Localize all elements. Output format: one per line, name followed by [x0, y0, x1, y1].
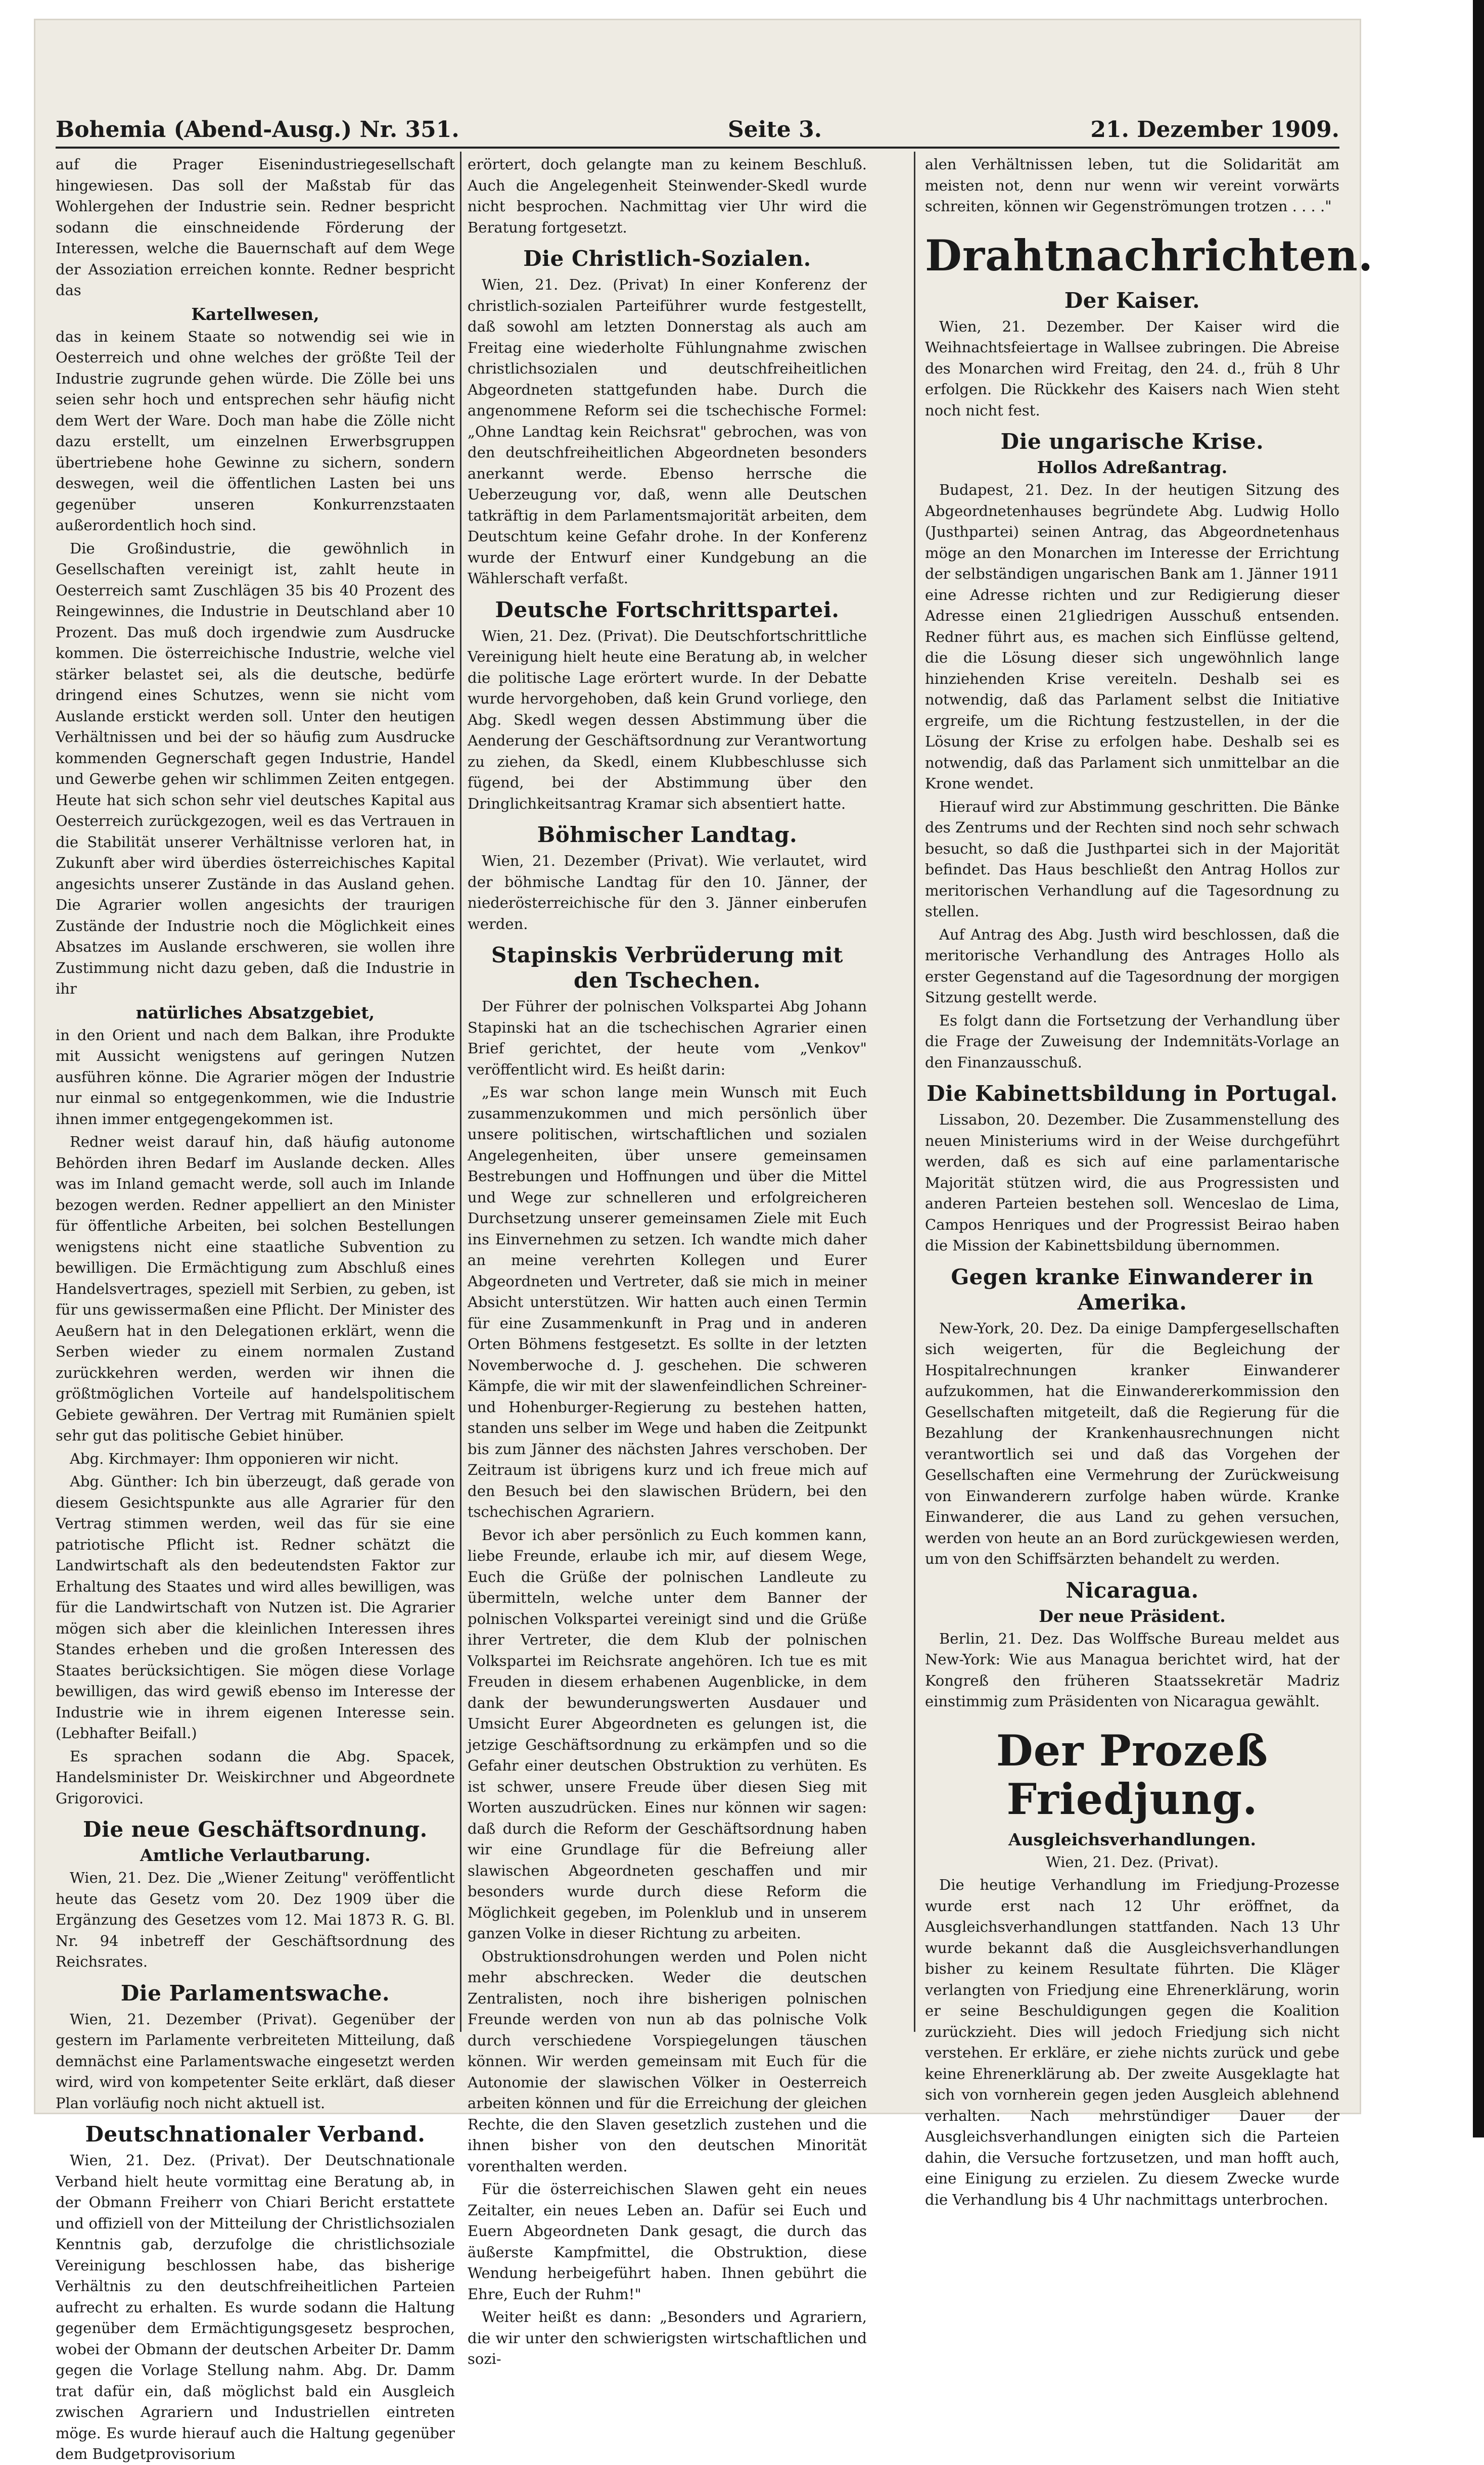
paragraph: in den Orient und nach dem Balkan, ihre Produkte mit Aussicht wenigstens auf geringen Nutzen ausführen könne. Die Agrarier mögen der Industrie nur einmal so entgegenkommen, wie die Industrie ihnen immer entgegengekommen ist. — [56, 1026, 455, 1128]
section-title-drahtnachrichten: Drahtnachrichten. — [925, 230, 1374, 281]
column-3 — [925, 154, 1374, 2208]
headline-fortschrittspartei: Deutsche Fortschrittspartei. — [495, 597, 840, 622]
paragraph: Wien, 21. Dezember (Privat). Gegenüber der gestern im Parlamente verbreiteten Mitteilung, daß demnächst eine Parlamentswache eingesetzt werden wird, wird von kompetenter Seite erklärt, daß dieser Plan vorläufig noch nicht aktuell ist. — [56, 2010, 455, 2112]
paragraph: Lissabon, 20. Dezember. Die Zusammenstellung des neuen Ministeriums wird in der Weise durchgeführt werden, daß es sich auf eine parlamentarische Majorität stützen wird, die aus Progressisten und anderen Parteien bestehen soll. Wenceslao de Lima, Campos Henriques und der Progressist Beirao haben die Mission der Kabinettsbildung übernommen. — [925, 1111, 1339, 1254]
paragraph: Wien, 21. Dez. (Privat). Der Deutschnationale Verband hielt heute vormittag eine Beratung ab, in der Obmann Freiherr von Chiari Bericht erstattete und offiziell von der Mitteilung der Christlichsozialen Kenntnis gab, derzufolge die christlichsoziale Vereinigung beschlossen habe, das bisherige Verhältnis zu den deutschfreiheitlichen Parteien aufrecht zu erhalten. Es wurde sodann die Haltung gegenüber dem Ermächtigungsgesetz besprochen, wobei der Obmann der deutschen Arbeiter Dr. Damm gegen die Vorlage Stellung nahm. Abg. Dr. Damm trat dafür ein, daß möglichst bald ein Ausgleich zwischen Agrariern und Industriellen eintreten möge. Es wurde hierauf auch die Haltung gegenüber dem Budgetprovisorium — [56, 2152, 455, 2462]
paragraph: Redner weist darauf hin, daß häufig autonome Behörden ihren Bedarf im Auslande decken. Alles was im Inland gemacht werde, soll auch im Inlande bezogen werden. Redner appelliert an den Minister für öffentliche Arbeiten, bei solchen Bestellungen wenigstens nicht eine staatliche Subvention zu bewilligen. Die Ermächtigung zum Abschluß eines Handelsvertrages, speziell mit Serbien, zu geben, ist für uns gewissermaßen eine Pflicht. Der Minister des Aeußern hat in den Delegationen erklärt, wenn die Serben wieder zu einem normalen Zustand zurückkehren werden, werden wir ihnen die größtmöglichen Vorteile auf handelspolitischem Gebiete gewähren. Der Vertrag mit Rumänien spielt sehr gut das politische Gebiet hinüber. — [56, 1133, 455, 1444]
paragraph: Der Führer der polnischen Volkspartei Abg Johann Stapinski hat an die tschechischen Agrarier einen Brief gerichtet, der heute vom „Venkov" veröffentlicht wird. Es heißt darin: — [468, 998, 867, 1078]
headline-christlich-sozialen: Die Christlich-Sozialen. — [523, 246, 811, 271]
paragraph: Wien, 21. Dez. (Privat). Die Deutschfortschrittliche Vereinigung hielt heute eine Beratung ab, in welcher die politische Lage erörtert wurde. In der Debatte wurde hervorgehoben, daß kein Grund vorliege, den Abg. Skedl wegen dessen Abstimmung über die Aenderung der Geschäftsordnung zur Verantwortung zu ziehen, da Skedl, einem Klubbeschlusse sich fügend, bei der Abstimmung über den Dringlichkeitsantrag Kramar sich absentiert hatte. — [468, 627, 867, 812]
dateline: Wien, 21. Dez. (Privat). — [1045, 1853, 1219, 1871]
paragraph: Für die österreichischen Slawen geht ein neues Zeitalter, ein neues Leben an. Dafür sei Euch und Euern Abgeordneten Dank gesagt, die durch das äußerste Kampfmittel, die Obstruktion, diese Wendung herbeigeführt haben. Ihnen gebührt die Ehre, Euch der Ruhm!" — [468, 2180, 867, 2303]
headline-boehmischer-landtag: Böhmischer Landtag. — [537, 822, 798, 847]
column-2 — [468, 154, 867, 2367]
subheading-kartellwesen: Kartellwesen, — [191, 304, 319, 324]
subheading-neuer-praesident: Der neue Präsident. — [1039, 1606, 1226, 1626]
paragraph: Abg. Kirchmayer: Ihm opponieren wir nicht. — [70, 1450, 399, 1467]
headline-portugal: Die Kabinettsbildung in Portugal. — [926, 1081, 1338, 1106]
paragraph: Weiter heißt es dann: „Besonders und Agrariern, die wir unter den schwierigsten wirtschaftlichen und sozi- — [468, 2308, 867, 2367]
paragraph: erörtert, doch gelangte man zu keinem Beschluß. Auch die Angelegenheit Steinwender-Skedl wurde nicht besprochen. Nachmittag vier Uhr wird die Beratung fortgesetzt. — [468, 156, 867, 236]
paragraph: Budapest, 21. Dez. In der heutigen Sitzung des Abgeordnetenhauses begründete Abg. Ludwig Hollo (Justhpartei) seinen Antrag, das Abgeordnetenhaus möge an den Monarchen im Interesse der Errichtung der selbständigen ungarischen Bank am 1. Jänner 1911 eine Adresse richten und zur Redigierung dieser Adresse einen 21gliedrigen Ausschuß entsenden. Redner führt aus, es machen sich Einflüsse geltend, die die Lösung dieser sich ungewöhnlich lange hinziehenden Krise vereiteln. Deshalb sei es notwendig, daß das Parlament selbst die Initiative ergreife, um die Richtung festzustellen, in der die Lösung der Krise zu erfolgen habe. Deshalb sei es notwendig, daß das Parlament sich unmittelbar an die Krone wendet. — [925, 481, 1339, 792]
paragraph: Obstruktionsdrohungen werden und Polen nicht mehr abschrecken. Weder die deutschen Zentralisten, noch ihre bisherigen polnischen Freunde werden von nun ab das polnische Volk durch verschiedene Vorspiegelungen täuschen können. Wir werden gemeinsam mit Euch für die Autonomie der slawischen Völker in Oesterreich arbeiten können und für die Erreichung der gleichen Rechte, die den Slaven gesetzlich zustehen und die ihnen bisher von den deutschen Minorität vorenthalten werden. — [468, 1947, 867, 2175]
paragraph: Es folgt dann die Fortsetzung der Verhandlung über die Frage der Zuweisung der Indemnitäts-Vorlage an den Finanzausschuß. — [925, 1011, 1339, 1071]
paragraph: Wien, 21. Dez. Die „Wiener Zeitung" veröffentlicht heute das Gesetz vom 20. Dez 1909 über die Ergänzung des Gesetzes vom 12. Mai 1873 R. G. Bl. Nr. 94 inbetreff der Geschäftsordnung des Reichsrates. — [56, 1869, 455, 1970]
headline-stapinski: Stapinskis Verbrüderung mit den Tschechen. — [491, 943, 843, 993]
column-rule-2 — [914, 152, 915, 2032]
paragraph: Bevor ich aber persönlich zu Euch kommen kann, liebe Freunde, erlaube ich mir, auf diesem Wege, Euch die Grüße der polnischen Landleute zu übermitteln, welche unter dem Banner der polnischen Volkspartei vereinigt sind und die Grüße ihrer Vertreter, die dem Klub der polnischen Volkspartei im Reichsrate angehören. Ich tue es mit Freuden in diesem erhabenen Augenblicke, in dem dank der bewunderungswerten Ausdauer und Umsicht Eurer Abgeordneten es gelungen ist, die jetzige Geschäftsordnung zu erkämpfen und so die Gefahr einer deutschen Obstruktion zu verhüten. Es ist schwer, unsere Freude über diesen Sieg mit Worten auszudrücken. Eines nur können wir sagen: daß durch die Reform der Geschäftsordnung haben wir eine Grundlage für die Befreiung aller slawischen Abgeordneten geschaffen und mir besonders wurde durch diese Reform die Möglichkeit gegeben, im Polenklub und in unserem ganzen Volke in dieser Richtung zu arbeiten. — [468, 1526, 867, 1942]
paragraph: Die Großindustrie, die gewöhnlich in Gesellschaften vereinigt ist, zahlt heute in Oesterreich samt Zuschlägen 35 bis 40 Prozent des Reingewinnes, die Industrie in Deutschland aber 10 Prozent. Das muß doch irgendwie zum Ausdrucke kommen. Die österreichische Industrie, welche viel stärker belastet sei, als die deutsche, bedürfe dringend eines Schutzes, wenn sie nicht vom Auslande erstickt werden soll. Unter den heutigen Verhältnissen und bei der so häufig zum Ausdrucke kommenden Gegnerschaft gegen Industrie, Handel und Gewerbe gehen wir schlimmen Zeiten entgegen. Heute hat sich schon sehr viel deutsches Kapital aus Oesterreich zurückgezogen, weil es das Vertrauen in die Stabilität unserer Verhältnisse verloren hat, in Zukunft aber wird überdies österreichisches Kapital angesichts unserer Zustände in das Ausland gehen. Die Agrarier wollen angesichts der traurigen Zustände der Industrie noch die Möglichkeit eines Absatzes im Auslande erschweren, sie wollen ihre Zustimmung nicht dazu geben, daß die Industrie in ihr — [56, 539, 455, 997]
paragraph: Wien, 21. Dezember (Privat). Wie verlautet, wird der böhmische Landtag für den 10. Jänner, der niederösterreichische für den 3. Jänner einberufen werden. — [468, 852, 867, 933]
headline-parlamentswache: Die Parlamentswache. — [120, 1980, 390, 2006]
headline-einwanderer-amerika: Gegen kranke Einwanderer in Amerika. — [951, 1264, 1314, 1315]
paragraph: Abg. Günther: Ich bin überzeugt, daß gerade von diesem Gesichtspunkte aus alle Agrarier für den Vertrag stimmen werden, weil das für sie eine patriotische Pflicht ist. Redner schätzt die Landwirtschaft als den bedeutendsten Faktor zur Erhaltung des Staates und wird alles bewilligen, was für die Landwirtschaft von Nutzen ist. Die Agrarier mögen sich aber die kleinlichen Interessen ihres Standes erheben und die großen Interessen des Staates berücksichtigen. Sie mögen diese Vorlage bewilligen, das wird gewiß ebenso im Interesse der Industrie wie in ihrem eigenen Interesse sein. (Lebhafter Beifall.) — [56, 1473, 455, 1742]
paragraph: „Es war schon lange mein Wunsch mit Euch zusammenzukommen und mich persönlich über unsere politischen, wirtschaftlichen und sozialen Angelegenheiten, über unsere gemeinsamen Bestrebungen und Hoffnungen und über die Mittel und Wege zur schnelleren und erfolgreicheren Durchsetzung unserer gemeinsamen Ziele mit Euch ins Einvernehmen zu setzen. Ich wandte mich daher an meine verehrten Kollegen und Eurer Abgeordneten und Vertreter, daß sie mich in meiner Absicht unterstützen. Wir hatten auch einen Termin für eine Zusammenkunft in Prag und in anderen Orten Böhmens festgesetzt. Es sollte in der letzten Novemberwoche d. J. geschehen. Die schweren Kämpfe, die wir mit der slawenfeindlichen Schreiner- und Hohenburger-Regierung zu bestehen hatten, standen uns selber im Wege und haben die Zeitpunkt bis zum Jänner des nächsten Jahres verschoben. Der Zeitraum ist übrigens kurz und ich freue mich auf den Besuch bei den slawischen Brüdern, bei den tschechischen Agrariern. — [468, 1084, 867, 1520]
section-title-prozess-friedjung: Der Prozeß Friedjung. — [996, 1725, 1269, 1824]
column-rule-1 — [460, 152, 461, 2032]
headline-kaiser: Der Kaiser. — [1064, 288, 1200, 313]
issue-date: 21. Dezember 1909. — [1090, 117, 1339, 143]
paragraph: Berlin, 21. Dez. Das Wolffsche Bureau meldet aus New-York: Wie aus Managua berichtet wird, hat der Kongreß den früheren Staatssekretär Madriz einstimmig zum Präsidenten von Nicaragua gewählt. — [925, 1630, 1339, 1710]
subheading-ausgleichsverhandlungen: Ausgleichsverhandlungen. — [1008, 1829, 1257, 1849]
paragraph: auf die Prager Eisenindustriegesellschaft hingewiesen. Das soll der Maßstab für das Wohlergehen der Industrie sein. Redner bespricht sodann die einschneidende Förderung der Interessen, welche die Bauernschaft auf dem Wege der Assoziation erreichen konnte. Redner bespricht das — [56, 156, 455, 299]
paragraph: Wien, 21. Dezember. Der Kaiser wird die Weihnachtsfeiertage in Wallsee zubringen. Die Abreise des Monarchen wird Freitag, den 24. d., früh 8 Uhr erfolgen. Die Rückkehr des Kaisers nach Wien steht noch nicht fest. — [925, 317, 1339, 419]
paragraph: Auf Antrag des Abg. Justh wird beschlossen, daß die meritorische Verhandlung des Antrages Hollo als erster Gegenstand auf die Tagesordnung der morgigen Sitzung gestellt werde. — [925, 925, 1339, 1006]
paragraph: New-York, 20. Dez. Da einige Dampfergesellschaften sich weigerten, für die Begleichung der Hospitalrechnungen kranker Einwanderer aufzukommen, hat die Einwandererkommission den Gesellschaften mitgeteilt, daß die Regierung für die Bezahlung der Krankenhausrechnungen nicht verantwortlich sei und daß das Vorgehen der Gesellschaften eine Vermehrung der Zurückweisung von Einwanderern zurfolge haben würde. Kranke Einwanderer, die aus Land zu gehen versuchen, werden von heute an an Bord zurückgewiesen werden, um von den Schiffsärzten behandelt zu werden. — [925, 1319, 1339, 1567]
page-header — [56, 106, 1339, 149]
paragraph: Es sprachen sodann die Abg. Spacek, Handelsminister Dr. Weiskirchner und Abgeordnete Grigorovici. — [56, 1747, 455, 1807]
page-number: Seite 3. — [727, 117, 822, 143]
paragraph: Hierauf wird zur Abstimmung geschritten. Die Bänke des Zentrums und der Rechten sind noch sehr schwach besucht, so daß die Justhpartei sich in der Majorität befindet. Das Haus beschließt den Antrag Hollos zur meritorischen Verhandlung auf die Tagesordnung zu stellen. — [925, 798, 1339, 920]
subheading-absatzgebiet: natürliches Absatzgebiet, — [135, 1002, 375, 1022]
masthead-issue: Bohemia (Abend-Ausg.) Nr. 351. — [56, 117, 459, 143]
paragraph: das in keinem Staate so notwendig sei wie in Oesterreich und ohne welches der größte Teil der Industrie zugrunde gehen würde. Die Zölle bei uns seien sehr hoch und entsprechen sehr häufig nicht dem Wert der Ware. Doch man habe die Zölle nicht dazu erstellt, um einzelnen Erwerbsgruppen übertriebene hohe Gewinne zu sichern, sondern deswegen, weil die öffentlichen Lasten bei uns gegenüber unseren Konkurrenzstaaten außerordentlich hoch sind. — [56, 328, 455, 534]
headline-ungarische-krise: Die ungarische Krise. — [1000, 429, 1264, 454]
paragraph: alen Verhältnissen leben, tut die Solidarität am meisten not, denn nur wenn wir vereint vorwärts schreiten, können wir Gegenströmungen trotzen . . . ." — [925, 156, 1339, 215]
subheading-hollos-adressantrag: Hollos Adreßantrag. — [1037, 457, 1228, 477]
headline-deutschnationaler-verband: Deutschnationaler Verband. — [85, 2122, 426, 2147]
paragraph: Die heutige Verhandlung im Friedjung-Prozesse wurde erst nach 12 Uhr eröffnet, da Ausgleichsverhandlungen stattfanden. Nach 13 Uhr wurde bekannt daß die Ausgleichsverhandlungen bisher zu keinem Resultate führten. Die Kläger verlangten von Friedjung eine Ehrenerklärung, worin er seine Beschuldigungen gegen die Koalition zurückzieht. Dies will jedoch Friedjung sich nicht verstehen. Er erkläre, er ziehe nichts zurück und gebe keine Ehrenerklärung ab. Der zweite Ausgeklagte hat sich von vornherein gegen jeden Ausgleich ablehnend verhalten. Nach mehrstündiger Dauer der Ausgleichsverhandlungen einigten sich die Parteien dahin, die Versuche fortzusetzen, und man hofft auch, eine Einigung zu erzielen. Zu diesem Zwecke wurde die Verhandlung bis 4 Uhr nachmittags unterbrochen. — [925, 1876, 1339, 2208]
column-1 — [56, 154, 455, 2462]
paragraph: Wien, 21. Dez. (Privat) In einer Konferenz der christlich-sozialen Parteiführer wurde festgestellt, daß sowohl am letzten Donnerstag als auch am Freitag eine wiederholte Fühlungnahme zwischen christlichsozialen und deutschfreiheitlichen Abgeordneten stattgefunden habe. Durch die angenommene Reform sei die tschechische Formel: „Ohne Landtag kein Reichsrat" gebrochen, was von den deutschfreiheitlichen Abgeordneten besonders anerkannt werde. Ebenso herrsche die Ueberzeugung vor, daß, wenn alle Deutschen tatkräftig in dem Parlamentsmajorität arbeiten, dem Deutschtum keine Gefahr drohe. In der Konferenz wurde der Entwurf einer Kundgebung an die Wählerschaft verfaßt. — [468, 276, 867, 587]
headline-geschaeftsordnung: Die neue Geschäftsordnung. — [83, 1817, 428, 1842]
page-edge-shadow — [1473, 0, 1484, 2137]
subheading-amtliche-verlautbarung: Amtliche Verlautbarung. — [140, 1845, 370, 1865]
headline-nicaragua: Nicaragua. — [1065, 1577, 1199, 1603]
